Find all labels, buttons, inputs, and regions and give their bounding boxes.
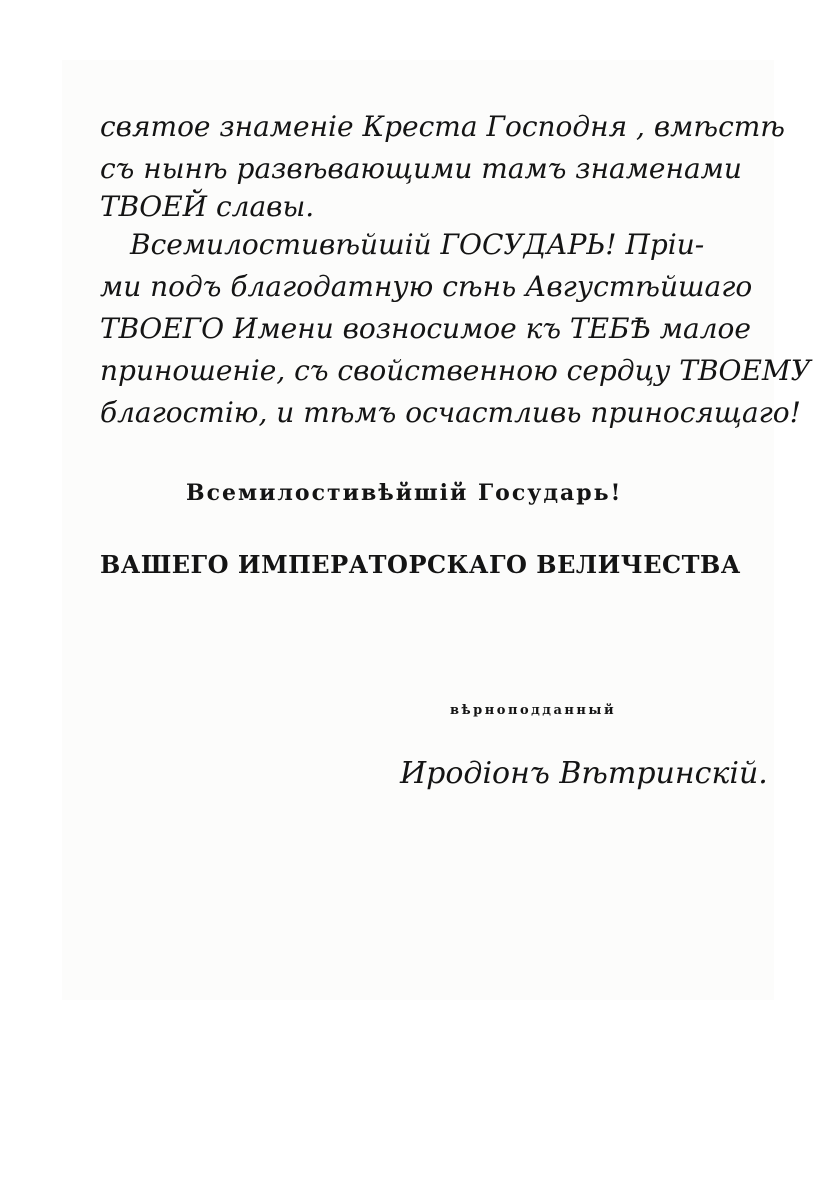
majesty-line: ВАШЕГО ИМПЕРАТОРСКАГО ВЕЛИЧЕСТВА — [100, 550, 741, 579]
text-line-2: съ нынѣ развѣвающими тамъ знаменами — [100, 152, 742, 185]
text-line-8: благостію, и тѣмъ осчастливь приносящаго! — [100, 396, 801, 429]
text-line-5: ми подъ благодатную сѣнь Августѣйшаго — [100, 270, 753, 303]
signature-name: Иродіонъ Вѣтринскій. — [400, 756, 768, 791]
text-line-6: ТВОЕГО Имени возносимое къ ТЕБѢ малое — [100, 312, 751, 345]
text-line-4: Всемилостивѣйшій ГОСУДАРЬ! Пріи- — [130, 228, 705, 261]
closing-salutation: Всемилостивѣйшій Государь! — [186, 480, 623, 506]
subject-label: вѣрноподданный — [450, 703, 617, 718]
text-line-7: приношеніе, съ свойственною сердцу ТВОЕМУ — [100, 354, 811, 387]
text-line-1: святое знаменіе Креста Господня , вмѣстѣ — [100, 110, 786, 143]
text-line-3: ТВОЕЙ славы. — [100, 190, 315, 223]
